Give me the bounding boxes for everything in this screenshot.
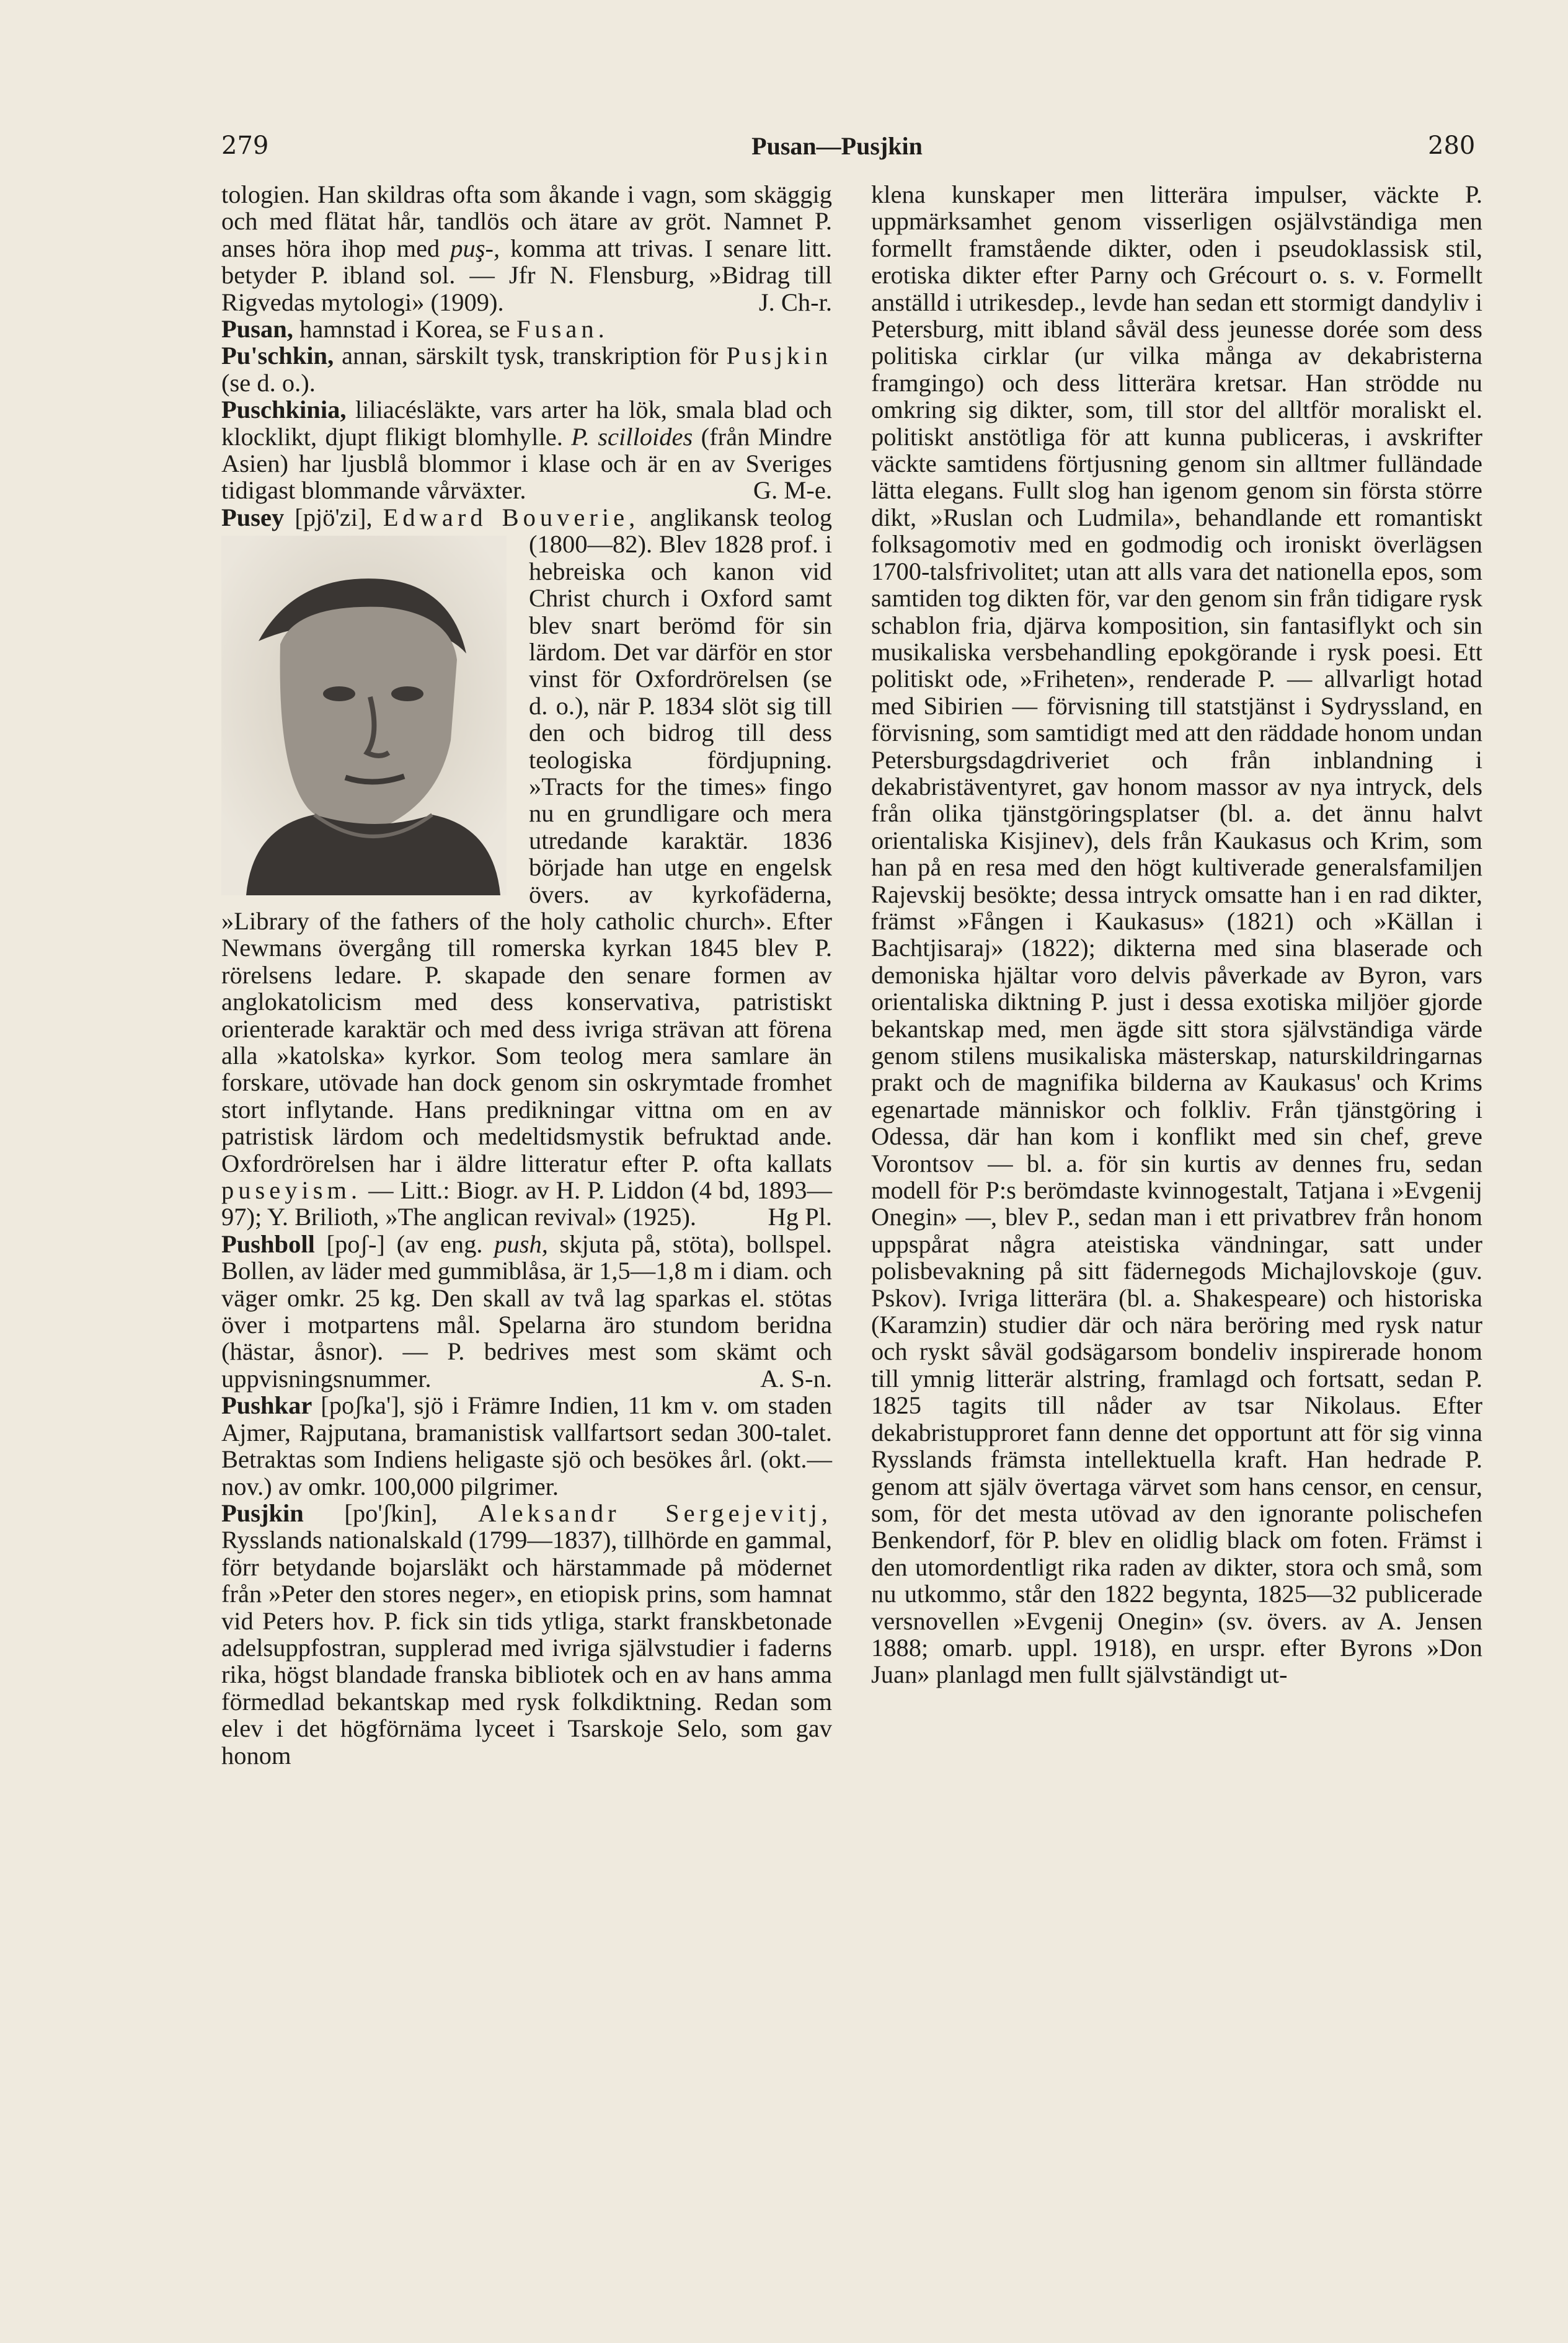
entry-text: tologien. Han skildras ofta som åkande i vagn, som skäggig och med flätat hår, tandlös och ätare av gröt. Namnet P. anses höra ihop med xyxy=(221,180,832,262)
entry-text: hamnstad i Korea, se xyxy=(293,315,516,343)
headword: Pusey xyxy=(221,503,285,531)
headword: Puschkinia, xyxy=(221,396,347,424)
author-signature: A. S-n. xyxy=(760,1364,832,1393)
headword: Pusjkin xyxy=(221,1499,304,1527)
page-number-right: 280 xyxy=(1428,131,1476,160)
entry-text: liliacésläkte, vars arter ha lök, smala blad och klocklikt, djupt flikigt blomhylle. xyxy=(221,396,832,451)
entry-pusan-deity-end xyxy=(221,181,832,316)
page-number-left: 279 xyxy=(221,131,269,160)
entry-text: — Litt.: Biogr. av H. P. Liddon (4 bd, 1893—97); Y. Brilioth, »The anglican revival» (1925). xyxy=(221,1176,832,1231)
entry-italic: push, xyxy=(494,1229,548,1258)
author-signature: G. M-e. xyxy=(753,476,832,505)
headword: Pu'schkin, xyxy=(221,342,334,370)
author-signature: Hg Pl. xyxy=(768,1203,832,1231)
entry-puschkin xyxy=(221,342,832,396)
entry-italic: puş-, xyxy=(450,234,500,262)
cross-reference: Pusjkin xyxy=(726,342,832,370)
entry-text: annan, särskilt tysk, transkription för xyxy=(334,342,727,370)
entry-puschkinia xyxy=(221,396,832,504)
entry-text: anglikansk teolog (1800—82). Blev 1828 prof. i hebreiska och kanon vid Christ church i Oxford samt blev snart berömd för sin lärdom. Det var därför en stor vinst för Oxfordrörelsen (se d. o.), när P. 1834 slöt sig till den och bidrog till dess teologiska fördjupning. »Tracts for the times» fingo nu en grundligare och mera utredande karaktär. 1836 började han utge en engelsk övers. av kyrkofäderna, »Library of the fathers of the holy catholic church». Efter Newmans övergång till romerska kyrkan 1845 blev P. rörelsens ledare. P. skapade den senare formen av anglokatolicism med dess konservativa, patristiskt orienterade karaktär och med dess ivriga strävan att förena alla »katolska» kyrkor. Som teolog mera samlare än forskare, utövade han dock genom sin oskrymtade fromhet stort inflytande. Hans predikningar vittna om en av patristisk lärdom och medeltidsmystik befruktad ande. Oxfordrörelsen har i äldre litteratur efter P. ofta kallats xyxy=(221,503,833,1177)
pronunciation: [pjö'zi], xyxy=(284,503,383,531)
entry-text: skjuta på, stöta), bollspel. Bollen, av läder med gummiblåsa, är 1,5—1,8 m i diam. och väger omkr. 25 kg. Den skall av två lag sparkas el. stötas över i motpartens mål. Spelarna äro stundom beridna (hästar, åsnor). — P. bedrives mest som skämt och uppvisningsnummer. xyxy=(221,1229,832,1393)
left-column xyxy=(221,181,832,1769)
cross-reference: Fusan. xyxy=(516,315,609,343)
headword: Pushboll xyxy=(221,1229,315,1258)
entry-text: komma att trivas. I senare litt. betyder P. ibland sol. — Jfr N. Flensburg, »Bidrag till Rigvedas mytologi» (1909). xyxy=(221,234,833,316)
portrait-image xyxy=(221,536,507,895)
entry-spaced: puseyism. xyxy=(221,1176,362,1205)
person-name: Edward Bouverie, xyxy=(383,503,640,531)
entry-text: [poʃka'], sjö i Främre Indien, 11 km v. om staden Ajmer, Rajputana, bramanistisk vallfartsort sedan 300-talet. Betraktas som Indiens heligaste sjö och besökes årl. (okt.—nov.) av omkr. 100,000 pilgrimer. xyxy=(221,1391,832,1500)
entry-text: (från Mindre Asien) har ljusblå blommor i klase och är en av Sveriges tidigast blommande vårväxter. xyxy=(221,422,832,505)
entry-text: (se d. o.). xyxy=(221,368,316,397)
entry-pushboll xyxy=(221,1231,832,1392)
entry-italic: P. scilloides xyxy=(571,422,693,451)
entry-text: [poʃ-] (av eng. xyxy=(314,1229,495,1258)
author-signature: J. Ch-r. xyxy=(758,288,832,316)
entry-pusjkin xyxy=(221,1500,832,1769)
pronunciation: [po'ʃkin], xyxy=(303,1499,479,1527)
headword: Pusan, xyxy=(221,315,293,343)
running-head: Pusan—Pusjkin xyxy=(751,132,923,160)
entry-text: Rysslands nationalskald (1799—1837), tillhörde en gammal, förr betydande bojarsläkt och härstammade på mödernet från »Peter den stores neger», en etiopisk prins, som hamnat vid Peters hov. P. fick sin tids ytliga, starkt franskbetonade adelsuppfostran, supplerad med ivriga självstudier i faderns rika, högst blandade franska bibliotek och en av hans amma förmedlad bekantskap med rysk folkdiktning. Redan som elev i det högförnäma lyceet i Tsarskoje Selo, som gav honom xyxy=(221,1526,832,1769)
headword: Pushkar xyxy=(221,1391,312,1420)
entry-pusey xyxy=(221,504,832,1231)
entry-pusjkin-continued: klena kunskaper men litterära impulser, väckte P. uppmärksamhet genom visserligen osjälvständiga men formellt framstående dikter, oden i pseudoklassisk stil, erotiska dikter efter Parny och Grécourt o. s. v. Formellt anställd i utrikesdep., levde han sedan ett stormigt dandyliv i Petersburg, mitt ibland såväl dess jeunesse dorée som dess politiska cirklar (ur vilka många av dekabristerna framgingo) och dess litterära kretsar. Han strödde nu omkring sig dikter, som, till stor del alltför moraliskt el. politiskt anstötliga för att kunna publiceras, i avskrifter väckte samtidens förtjusning genom sin alltmer fulländade lätta elegans. Fullt slog han igenom genom sin första större dikt, »Ruslan och Ludmila», behandlande ett romantiskt folksagomotiv med en godmodig och ironiskt överlägsen 1700-talsfrivolitet; utan att alls vara det nationella epos, som samtiden tog dikten för, var den genom sin från tidigare rysk schablon fria, djärva komposition, sin fantasiflykt och sin musikaliska versbehandling epokgörande i rysk poesi. Ett politiskt ode, »Friheten», renderade P. — allvarligt hotad med Sibirien — förvisning till statstjänst i Sydryssland, en förvisning, som samtidigt med att den räddade honom undan Petersburgsdagdriveriet och från inblandning i dekabristäventyret, gav honom massor av nya intryck, dels från olika tjänstgöringsplatser (bl. a. det ännu halvt orientaliska Kisjinev), dels från Kaukasus och Krim, som han på en resa med den högt kultiverade generalsfamiljen Rajevskij besökte; dessa intryck omsatte han i en rad dikter, främst »Fången i Kaukasus» (1821) och »Källan i Bachtjisaraj» (1822); dikterna med sina blaserade och demoniska hjältar voro delvis påverkade av Byron, vars orientaliska diktning P. just i dessa exotiska miljöer gjorde bekantskap med, men ägde sitt stora självständiga värde genom stilens musikaliska mästerskap, naturskildringarnas prakt och de magnifika bilderna av Kaukasus' och Krims egenartade människor och folkliv. Från tjänstgöring i Odessa, där han kom i konflikt med sin chef, greve Vorontsov — bl. a. för sin kurtis av dennes fru, sedan modell för P:s berömdaste kvinnogestalt, Tatjana i »Evgenij Onegin» —, blev P., sedan man i ett privatbrev från honom uppspårat några ateistiska vändningar, satt under polisbevakning på sitt fädernegods Michajlovskoje (guv. Pskov). Ivriga litterära (bl. a. Shakespeare) och historiska (Karamzin) studier där och nära beröring med rysk natur och ryskt såväl godsägarsom bondeliv inspirerade honom till ymnig litterär alstring, framlagd och fortsatt, sedan P. 1825 tagits till nåder av tsar Nikolaus. Efter dekabristupproret fann denne det opportunt att för sig vinna Rysslands främsta intellektuella kraft. Han hedrade P. genom att själv övertaga värvet som hans censor, en censur, som, för det mesta utövad av den ignorante polischefen Benkendorf, för P. blev en olidlig black om foten. Främst i den utomordentligt rika raden av dikter, stora och små, som nu utkommo, står den 1822 begynta, 1825—32 publicerade versnovellen »Evgenij Onegin» (sv. övers. av A. Jensen 1888; omarb. uppl. 1918), en urspr. efter Byrons »Don Juan» planlagd men fullt självständigt ut- xyxy=(871,180,1482,1689)
portrait-drawing xyxy=(221,536,507,895)
right-column xyxy=(871,181,1482,1688)
entry-pushkar xyxy=(221,1392,832,1500)
entry-pusan xyxy=(221,316,832,342)
person-name: Aleksandr Sergejevitj, xyxy=(478,1499,832,1527)
